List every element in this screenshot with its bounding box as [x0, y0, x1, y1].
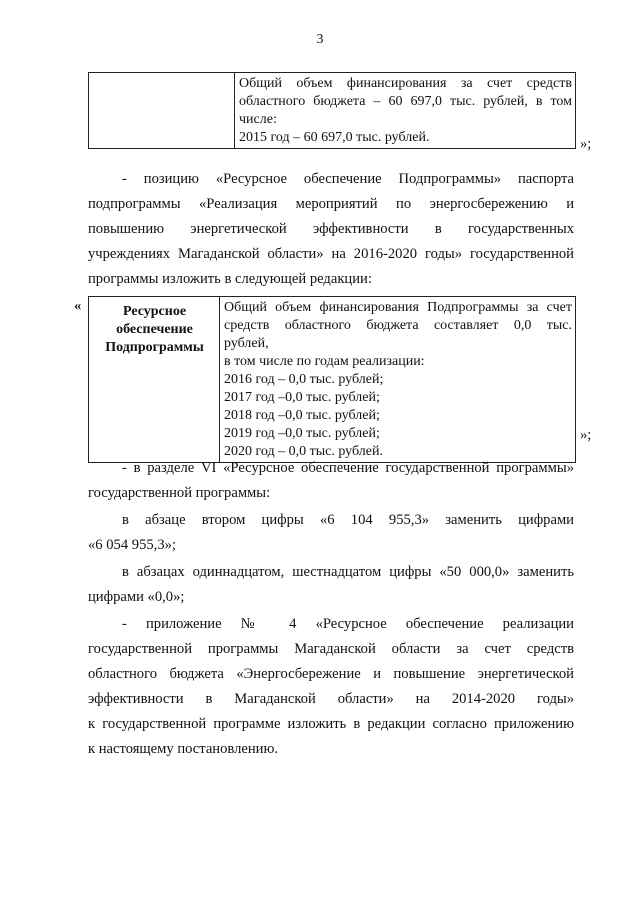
- table2-line: средств областного бюджета составляет 0,0 тыс.: [224, 318, 572, 333]
- paragraph-line: «6 054 955,3»;: [88, 537, 176, 553]
- paragraph-line: к настоящему постановлению.: [88, 741, 279, 757]
- paragraph-line: государственной программы:: [88, 485, 271, 501]
- resource-label-cell: [89, 297, 220, 463]
- paragraph-line: учреждениях Магаданской области» на 2016-2020 годы» государственной: [88, 246, 574, 262]
- table1-line: числе:: [239, 112, 277, 127]
- opening-quote: «: [74, 298, 82, 314]
- paragraph-line: цифрами «0,0»;: [88, 589, 185, 605]
- paragraph-line: - позицию «Ресурсное обеспечение Подпрограммы» паспорта: [122, 171, 574, 187]
- paragraph-line: подпрограммы «Реализация мероприятий по энергосбережению и: [88, 196, 574, 212]
- table2-line: Общий объем финансирования Подпрограммы за счет: [224, 300, 572, 315]
- funding-text-cell: [235, 73, 576, 149]
- label-line: Ресурсное: [122, 304, 187, 319]
- table2-line: 2018 год –0,0 тыс. рублей;: [224, 408, 380, 423]
- table2-line: 2017 год –0,0 тыс. рублей;: [224, 390, 380, 405]
- paragraph-line: эффективности в Магаданской области» на 2014-2020 годы»: [88, 691, 574, 707]
- label-line: обеспечение: [116, 322, 193, 337]
- paragraph-line: - приложение № 4 «Ресурсное обеспечение реализации: [122, 616, 574, 632]
- closing-quote: »;: [580, 427, 592, 443]
- resource-text-cell: [220, 297, 576, 463]
- table1-line: 2015 год – 60 697,0 тыс. рублей.: [239, 130, 430, 145]
- paragraph-line: государственной программы Магаданской области за счет средств: [88, 641, 574, 657]
- paragraph-line: - в разделе VI «Ресурсное обеспечение государственной программы»: [122, 460, 574, 476]
- paragraph-line: в абзаце втором цифры «6 104 955,3» заменить цифрами: [122, 512, 574, 528]
- funding-table-2015: [88, 72, 576, 149]
- paragraph-line: программы изложить в следующей редакции:: [88, 271, 372, 287]
- table1-line: Общий объем финансирования за счет средств: [239, 76, 572, 91]
- paragraph-line: в абзацах одиннадцатом, шестнадцатом цифры «50 000,0» заменить: [122, 564, 574, 580]
- table2-line: 2016 год – 0,0 тыс. рублей;: [224, 372, 384, 387]
- empty-label-cell: [89, 73, 235, 149]
- resource-table-2016-2020: [88, 296, 576, 463]
- table2-line: рублей,: [224, 336, 269, 351]
- table2-line: 2020 год – 0,0 тыс. рублей.: [224, 444, 383, 459]
- paragraph-line: повышению энергетической эффективности в государственных: [88, 221, 574, 237]
- closing-quote: »;: [580, 136, 592, 152]
- page-number: 3: [316, 32, 324, 47]
- label-line: Подпрограммы: [105, 340, 204, 355]
- table1-line: областного бюджета – 60 697,0 тыс. рублей, в том: [239, 94, 572, 109]
- paragraph-line: к государственной программе изложить в редакции согласно приложению: [88, 716, 574, 732]
- table2-line: 2019 год –0,0 тыс. рублей;: [224, 426, 380, 441]
- paragraph-line: областного бюджета «Энергосбережение и повышение энергетической: [88, 666, 574, 682]
- table2-line: в том числе по годам реализации:: [224, 354, 425, 369]
